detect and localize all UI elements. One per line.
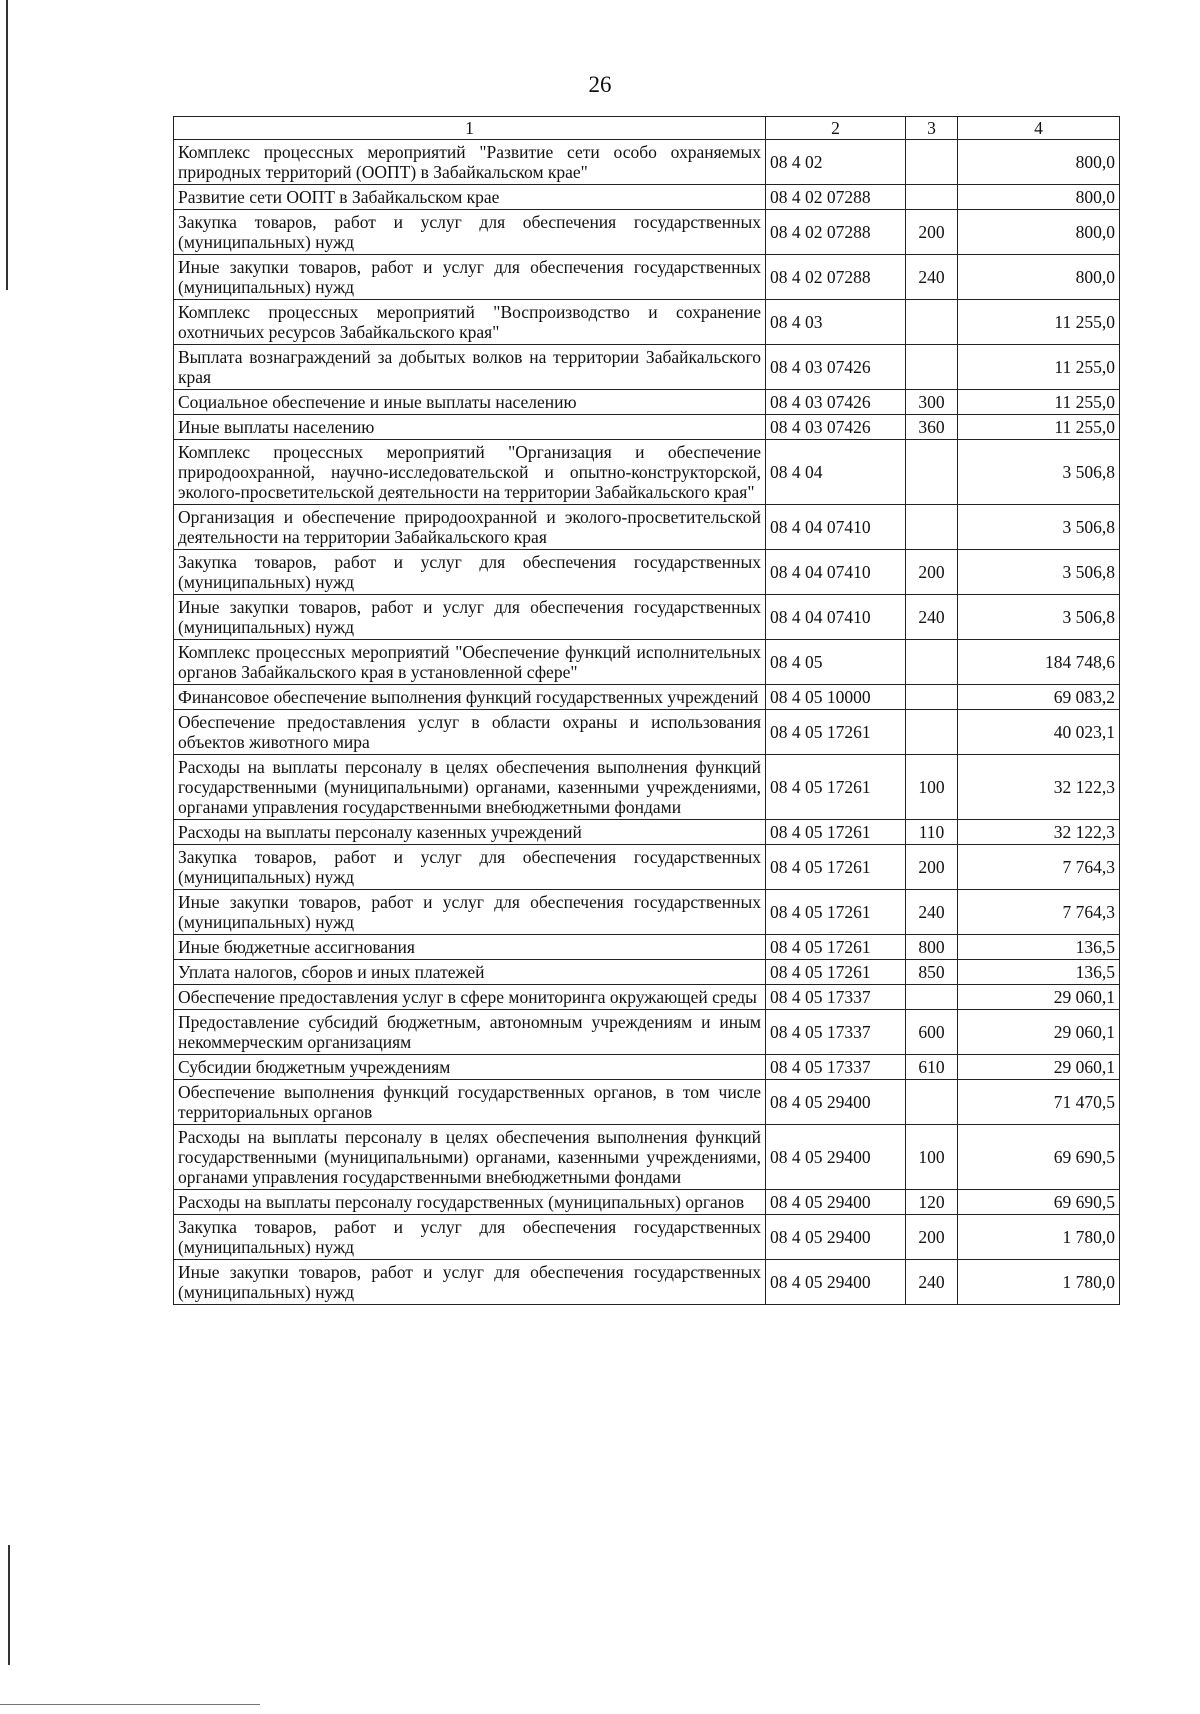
table-row — [174, 1125, 1120, 1190]
row-code-cell: 08 4 05 17261 — [766, 960, 906, 985]
row-name-cell: Комплекс процессных мероприятий "Организация и обеспечение природоохранной, научно-исследовательской и опытно-конструкторской, эколого-просветительской деятельности на территории Забайкальского края" — [174, 440, 766, 505]
table-row — [174, 140, 1120, 185]
row-code-cell: 08 4 05 17261 — [766, 845, 906, 890]
page-number: 26 — [588, 72, 612, 97]
row-sum-cell: 1 780,0 — [958, 1215, 1120, 1260]
row-name-cell: Расходы на выплаты персоналу казенных учреждений — [174, 820, 766, 845]
row-code-cell: 08 4 02 07288 — [766, 255, 906, 300]
table-row — [174, 1055, 1120, 1080]
row-code-cell: 08 4 02 — [766, 140, 906, 185]
table-row — [174, 755, 1120, 820]
column-header-2: 2 — [766, 117, 906, 140]
row-name-cell: Закупка товаров, работ и услуг для обеспечения государственных (муниципальных) нужд — [174, 210, 766, 255]
row-sum-cell: 800,0 — [958, 255, 1120, 300]
row-sum-cell: 3 506,8 — [958, 595, 1120, 640]
row-name-cell: Развитие сети ООПТ в Забайкальском крае — [174, 185, 766, 210]
row-code-cell: 08 4 05 29400 — [766, 1260, 906, 1305]
row-sum-cell: 11 255,0 — [958, 300, 1120, 345]
row-sum-cell: 32 122,3 — [958, 820, 1120, 845]
row-type-cell: 200 — [906, 550, 958, 595]
table-row — [174, 440, 1120, 505]
row-sum-cell: 800,0 — [958, 185, 1120, 210]
row-code-cell: 08 4 04 07410 — [766, 595, 906, 640]
row-code-cell: 08 4 03 07426 — [766, 415, 906, 440]
row-name-cell: Финансовое обеспечение выполнения функций государственных учреждений — [174, 685, 766, 710]
row-name-cell: Организация и обеспечение природоохранной и эколого-просветительской деятельности на территории Забайкальского края — [174, 505, 766, 550]
table-row — [174, 300, 1120, 345]
row-name-cell: Иные закупки товаров, работ и услуг для обеспечения государственных (муниципальных) нужд — [174, 255, 766, 300]
row-code-cell: 08 4 04 07410 — [766, 505, 906, 550]
row-code-cell: 08 4 05 17261 — [766, 935, 906, 960]
row-sum-cell: 136,5 — [958, 960, 1120, 985]
scan-edge-left — [6, 0, 8, 290]
row-type-cell: 120 — [906, 1190, 958, 1215]
row-name-cell: Уплата налогов, сборов и иных платежей — [174, 960, 766, 985]
table-row — [174, 255, 1120, 300]
row-type-cell: 240 — [906, 1260, 958, 1305]
row-type-cell: 200 — [906, 1215, 958, 1260]
row-sum-cell: 800,0 — [958, 140, 1120, 185]
row-sum-cell: 800,0 — [958, 210, 1120, 255]
scan-edge-left-bottom — [8, 1545, 10, 1665]
row-type-cell — [906, 440, 958, 505]
row-name-cell: Комплекс процессных мероприятий "Воспроизводство и сохранение охотничьих ресурсов Забайкальского края" — [174, 300, 766, 345]
row-name-cell: Иные закупки товаров, работ и услуг для обеспечения государственных (муниципальных) нужд — [174, 890, 766, 935]
table-row — [174, 710, 1120, 755]
row-type-cell — [906, 985, 958, 1010]
row-sum-cell: 69 083,2 — [958, 685, 1120, 710]
row-code-cell: 08 4 04 — [766, 440, 906, 505]
row-type-cell: 200 — [906, 845, 958, 890]
table-row — [174, 390, 1120, 415]
row-type-cell — [906, 185, 958, 210]
row-type-cell: 240 — [906, 255, 958, 300]
row-sum-cell: 29 060,1 — [958, 1010, 1120, 1055]
row-type-cell: 110 — [906, 820, 958, 845]
row-sum-cell: 184 748,6 — [958, 640, 1120, 685]
row-sum-cell: 32 122,3 — [958, 755, 1120, 820]
table-row — [174, 1010, 1120, 1055]
table-row — [174, 1080, 1120, 1125]
column-header-1: 1 — [174, 117, 766, 140]
row-code-cell: 08 4 05 17261 — [766, 755, 906, 820]
table-row — [174, 820, 1120, 845]
row-code-cell: 08 4 05 17261 — [766, 710, 906, 755]
row-sum-cell: 7 764,3 — [958, 845, 1120, 890]
row-type-cell — [906, 140, 958, 185]
table-row — [174, 1190, 1120, 1215]
column-header-3: 3 — [906, 117, 958, 140]
table-row — [174, 685, 1120, 710]
row-type-cell: 200 — [906, 210, 958, 255]
table-row — [174, 1215, 1120, 1260]
row-code-cell: 08 4 05 17261 — [766, 890, 906, 935]
row-type-cell — [906, 640, 958, 685]
row-name-cell: Иные бюджетные ассигнования — [174, 935, 766, 960]
row-sum-cell: 29 060,1 — [958, 985, 1120, 1010]
row-code-cell: 08 4 05 29400 — [766, 1080, 906, 1125]
row-code-cell: 08 4 05 29400 — [766, 1190, 906, 1215]
row-name-cell: Комплекс процессных мероприятий "Обеспечение функций исполнительных органов Забайкальского края в установленной сфере" — [174, 640, 766, 685]
scan-edge-bottom — [0, 1704, 260, 1705]
row-name-cell: Комплекс процессных мероприятий "Развитие сети особо охраняемых природных территорий (ООПТ) в Забайкальском крае" — [174, 140, 766, 185]
row-name-cell: Обеспечение предоставления услуг в области охраны и использования объектов животного мира — [174, 710, 766, 755]
row-sum-cell: 3 506,8 — [958, 505, 1120, 550]
row-name-cell: Закупка товаров, работ и услуг для обеспечения государственных (муниципальных) нужд — [174, 550, 766, 595]
table-row — [174, 505, 1120, 550]
table-row — [174, 210, 1120, 255]
row-code-cell: 08 4 05 17337 — [766, 985, 906, 1010]
table-row — [174, 1260, 1120, 1305]
row-code-cell: 08 4 05 29400 — [766, 1125, 906, 1190]
row-type-cell: 100 — [906, 1125, 958, 1190]
row-code-cell: 08 4 05 17261 — [766, 820, 906, 845]
row-code-cell: 08 4 05 — [766, 640, 906, 685]
row-name-cell: Социальное обеспечение и иные выплаты населению — [174, 390, 766, 415]
row-name-cell: Расходы на выплаты персоналу государственных (муниципальных) органов — [174, 1190, 766, 1215]
table-row — [174, 550, 1120, 595]
table-row — [174, 640, 1120, 685]
row-sum-cell: 11 255,0 — [958, 390, 1120, 415]
row-name-cell: Иные закупки товаров, работ и услуг для обеспечения государственных (муниципальных) нужд — [174, 595, 766, 640]
row-code-cell: 08 4 03 07426 — [766, 390, 906, 415]
row-name-cell: Субсидии бюджетным учреждениям — [174, 1055, 766, 1080]
row-name-cell: Расходы на выплаты персоналу в целях обеспечения выполнения функций государственными (муниципальными) органами, казенными учреждениями, органами управления государственными внебюджетными фондами — [174, 1125, 766, 1190]
table-row — [174, 595, 1120, 640]
row-type-cell — [906, 1080, 958, 1125]
table-body — [174, 140, 1120, 1305]
row-name-cell: Иные закупки товаров, работ и услуг для обеспечения государственных (муниципальных) нужд — [174, 1260, 766, 1305]
row-sum-cell: 40 023,1 — [958, 710, 1120, 755]
row-name-cell: Предоставление субсидий бюджетным, автономным учреждениям и иным некоммерческим организациям — [174, 1010, 766, 1055]
row-sum-cell: 3 506,8 — [958, 550, 1120, 595]
row-type-cell: 240 — [906, 890, 958, 935]
row-code-cell: 08 4 03 07426 — [766, 345, 906, 390]
row-code-cell: 08 4 03 — [766, 300, 906, 345]
row-type-cell — [906, 345, 958, 390]
row-type-cell: 610 — [906, 1055, 958, 1080]
row-code-cell: 08 4 05 10000 — [766, 685, 906, 710]
table-row — [174, 890, 1120, 935]
row-type-cell: 360 — [906, 415, 958, 440]
row-sum-cell: 69 690,5 — [958, 1125, 1120, 1190]
table-row — [174, 960, 1120, 985]
row-sum-cell: 136,5 — [958, 935, 1120, 960]
row-type-cell: 300 — [906, 390, 958, 415]
row-sum-cell: 71 470,5 — [958, 1080, 1120, 1125]
row-name-cell: Закупка товаров, работ и услуг для обеспечения государственных (муниципальных) нужд — [174, 845, 766, 890]
row-sum-cell: 11 255,0 — [958, 345, 1120, 390]
table-row — [174, 185, 1120, 210]
table-row — [174, 345, 1120, 390]
row-name-cell: Выплата вознаграждений за добытых волков на территории Забайкальского края — [174, 345, 766, 390]
budget-table — [173, 116, 1120, 1305]
row-code-cell: 08 4 02 07288 — [766, 210, 906, 255]
table-row — [174, 845, 1120, 890]
row-sum-cell: 11 255,0 — [958, 415, 1120, 440]
row-sum-cell: 69 690,5 — [958, 1190, 1120, 1215]
row-sum-cell: 29 060,1 — [958, 1055, 1120, 1080]
row-type-cell: 100 — [906, 755, 958, 820]
column-header-4: 4 — [958, 117, 1120, 140]
row-code-cell: 08 4 04 07410 — [766, 550, 906, 595]
row-name-cell: Иные выплаты населению — [174, 415, 766, 440]
row-type-cell — [906, 710, 958, 755]
row-name-cell: Обеспечение выполнения функций государственных органов, в том числе территориальных органов — [174, 1080, 766, 1125]
row-sum-cell: 1 780,0 — [958, 1260, 1120, 1305]
row-name-cell: Закупка товаров, работ и услуг для обеспечения государственных (муниципальных) нужд — [174, 1215, 766, 1260]
row-type-cell — [906, 505, 958, 550]
row-type-cell — [906, 685, 958, 710]
row-code-cell: 08 4 02 07288 — [766, 185, 906, 210]
table-row — [174, 415, 1120, 440]
row-type-cell: 240 — [906, 595, 958, 640]
row-type-cell — [906, 300, 958, 345]
table-row — [174, 985, 1120, 1010]
row-type-cell: 600 — [906, 1010, 958, 1055]
table-header-row — [174, 117, 1120, 140]
row-code-cell: 08 4 05 17337 — [766, 1010, 906, 1055]
table-row — [174, 935, 1120, 960]
row-type-cell: 850 — [906, 960, 958, 985]
row-sum-cell: 3 506,8 — [958, 440, 1120, 505]
row-type-cell: 800 — [906, 935, 958, 960]
row-code-cell: 08 4 05 29400 — [766, 1215, 906, 1260]
row-sum-cell: 7 764,3 — [958, 890, 1120, 935]
row-code-cell: 08 4 05 17337 — [766, 1055, 906, 1080]
row-name-cell: Обеспечение предоставления услуг в сфере мониторинга окружающей среды — [174, 985, 766, 1010]
row-name-cell: Расходы на выплаты персоналу в целях обеспечения выполнения функций государственными (муниципальными) органами, казенными учреждениями, органами управления государственными внебюджетными фондами — [174, 755, 766, 820]
